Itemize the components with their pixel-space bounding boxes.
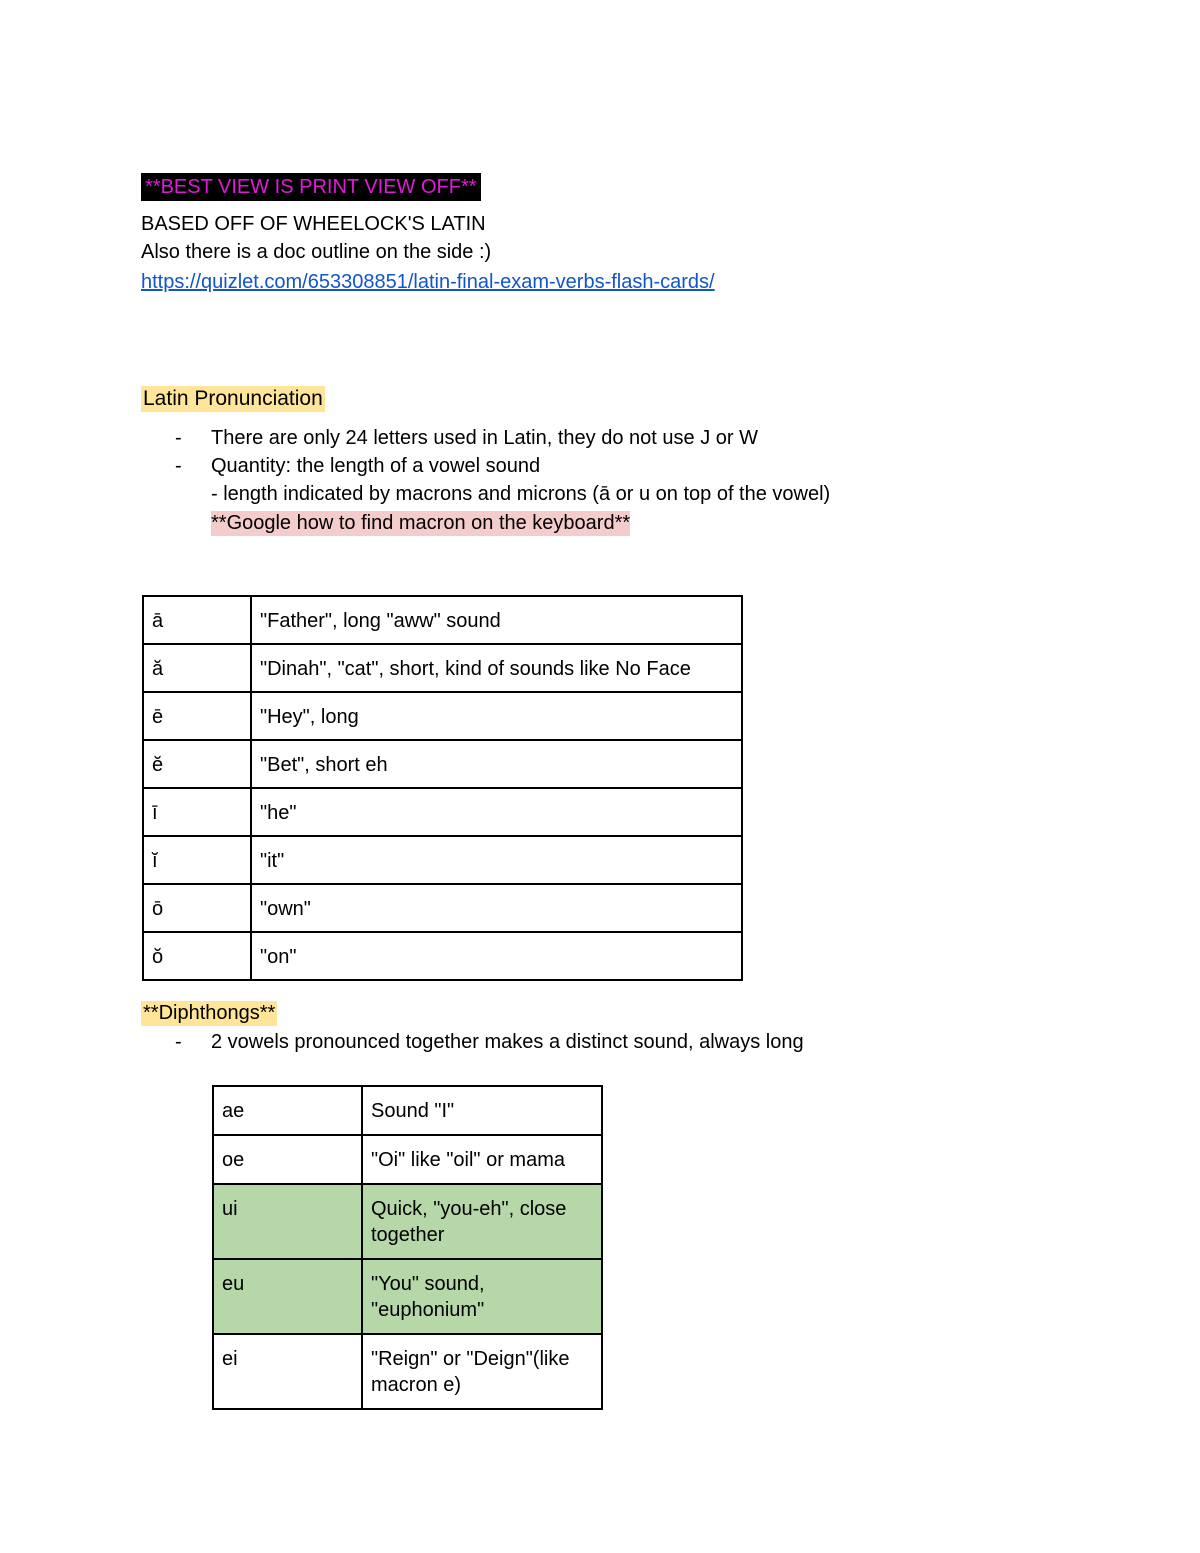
diphthong-sound: Sound "I" — [362, 1086, 602, 1135]
bullet-quantity: Quantity: the length of a vowel sound — [211, 455, 541, 477]
vowel-letter: ŏ — [143, 932, 251, 980]
bullet-dash: - — [175, 455, 182, 477]
vowel-sound: "Dinah", "cat", short, kind of sounds like No Face — [251, 644, 742, 692]
table-row — [143, 932, 742, 980]
diphthong-sound: "Oi" like "oil" or mama — [362, 1135, 602, 1184]
diphthong-pair: oe — [213, 1135, 362, 1184]
vowel-letter: ī — [143, 788, 251, 836]
table-row — [143, 884, 742, 932]
diphthong-pair: eu — [213, 1259, 362, 1334]
diphthong-bullet: 2 vowels pronounced together makes a distinct sound, always long — [211, 1031, 804, 1053]
vowel-sound: "it" — [251, 836, 742, 884]
vowel-pronunciation-table — [142, 595, 743, 981]
diphthongs-heading: **Diphthongs** — [143, 1002, 276, 1024]
bullet-dash: - — [175, 1031, 182, 1053]
macron-sub-note: - length indicated by macrons and microns (ā or u on top of the vowel) — [211, 483, 831, 505]
diphthong-sound: "Reign" or "Deign"(like macron e) — [362, 1334, 602, 1409]
vowel-sound: "he" — [251, 788, 742, 836]
diphthong-sound: "You" sound, "euphonium" — [362, 1259, 602, 1334]
vowel-letter: ă — [143, 644, 251, 692]
bullet-letters: There are only 24 letters used in Latin, they do not use J or W — [211, 427, 758, 449]
table-row — [143, 644, 742, 692]
vowel-letter: ē — [143, 692, 251, 740]
table-row — [143, 692, 742, 740]
pronunciation-heading: Latin Pronunciation — [143, 387, 323, 410]
table-row — [213, 1135, 602, 1184]
diphthong-pair: ei — [213, 1334, 362, 1409]
diphthong-table — [212, 1085, 603, 1410]
table-row — [143, 788, 742, 836]
print-view-banner: **BEST VIEW IS PRINT VIEW OFF** — [141, 173, 481, 201]
outline-note: Also there is a doc outline on the side :) — [141, 241, 492, 263]
table-row — [143, 740, 742, 788]
vowel-sound: "own" — [251, 884, 742, 932]
table-row — [143, 836, 742, 884]
google-macron-note: **Google how to find macron on the keyboard** — [211, 512, 631, 534]
vowel-sound: "Father", long "aww" sound — [251, 596, 742, 644]
source-note: BASED OFF OF WHEELOCK'S LATIN — [141, 213, 486, 235]
vowel-letter: ō — [143, 884, 251, 932]
table-row — [213, 1334, 602, 1409]
table-row-highlighted — [213, 1259, 602, 1334]
vowel-sound: "Hey", long — [251, 692, 742, 740]
diphthong-sound: Quick, "you-eh", close together — [362, 1184, 602, 1259]
bullet-dash: - — [175, 427, 182, 449]
vowel-sound: "Bet", short eh — [251, 740, 742, 788]
vowel-letter: ā — [143, 596, 251, 644]
quizlet-link[interactable]: https://quizlet.com/653308851/latin-final-exam-verbs-flash-cards/ — [141, 271, 715, 293]
table-row-highlighted — [213, 1184, 602, 1259]
diphthong-pair: ui — [213, 1184, 362, 1259]
vowel-sound: "on" — [251, 932, 742, 980]
vowel-letter: ĭ — [143, 836, 251, 884]
vowel-letter: ĕ — [143, 740, 251, 788]
table-row — [143, 596, 742, 644]
table-row — [213, 1086, 602, 1135]
diphthong-pair: ae — [213, 1086, 362, 1135]
